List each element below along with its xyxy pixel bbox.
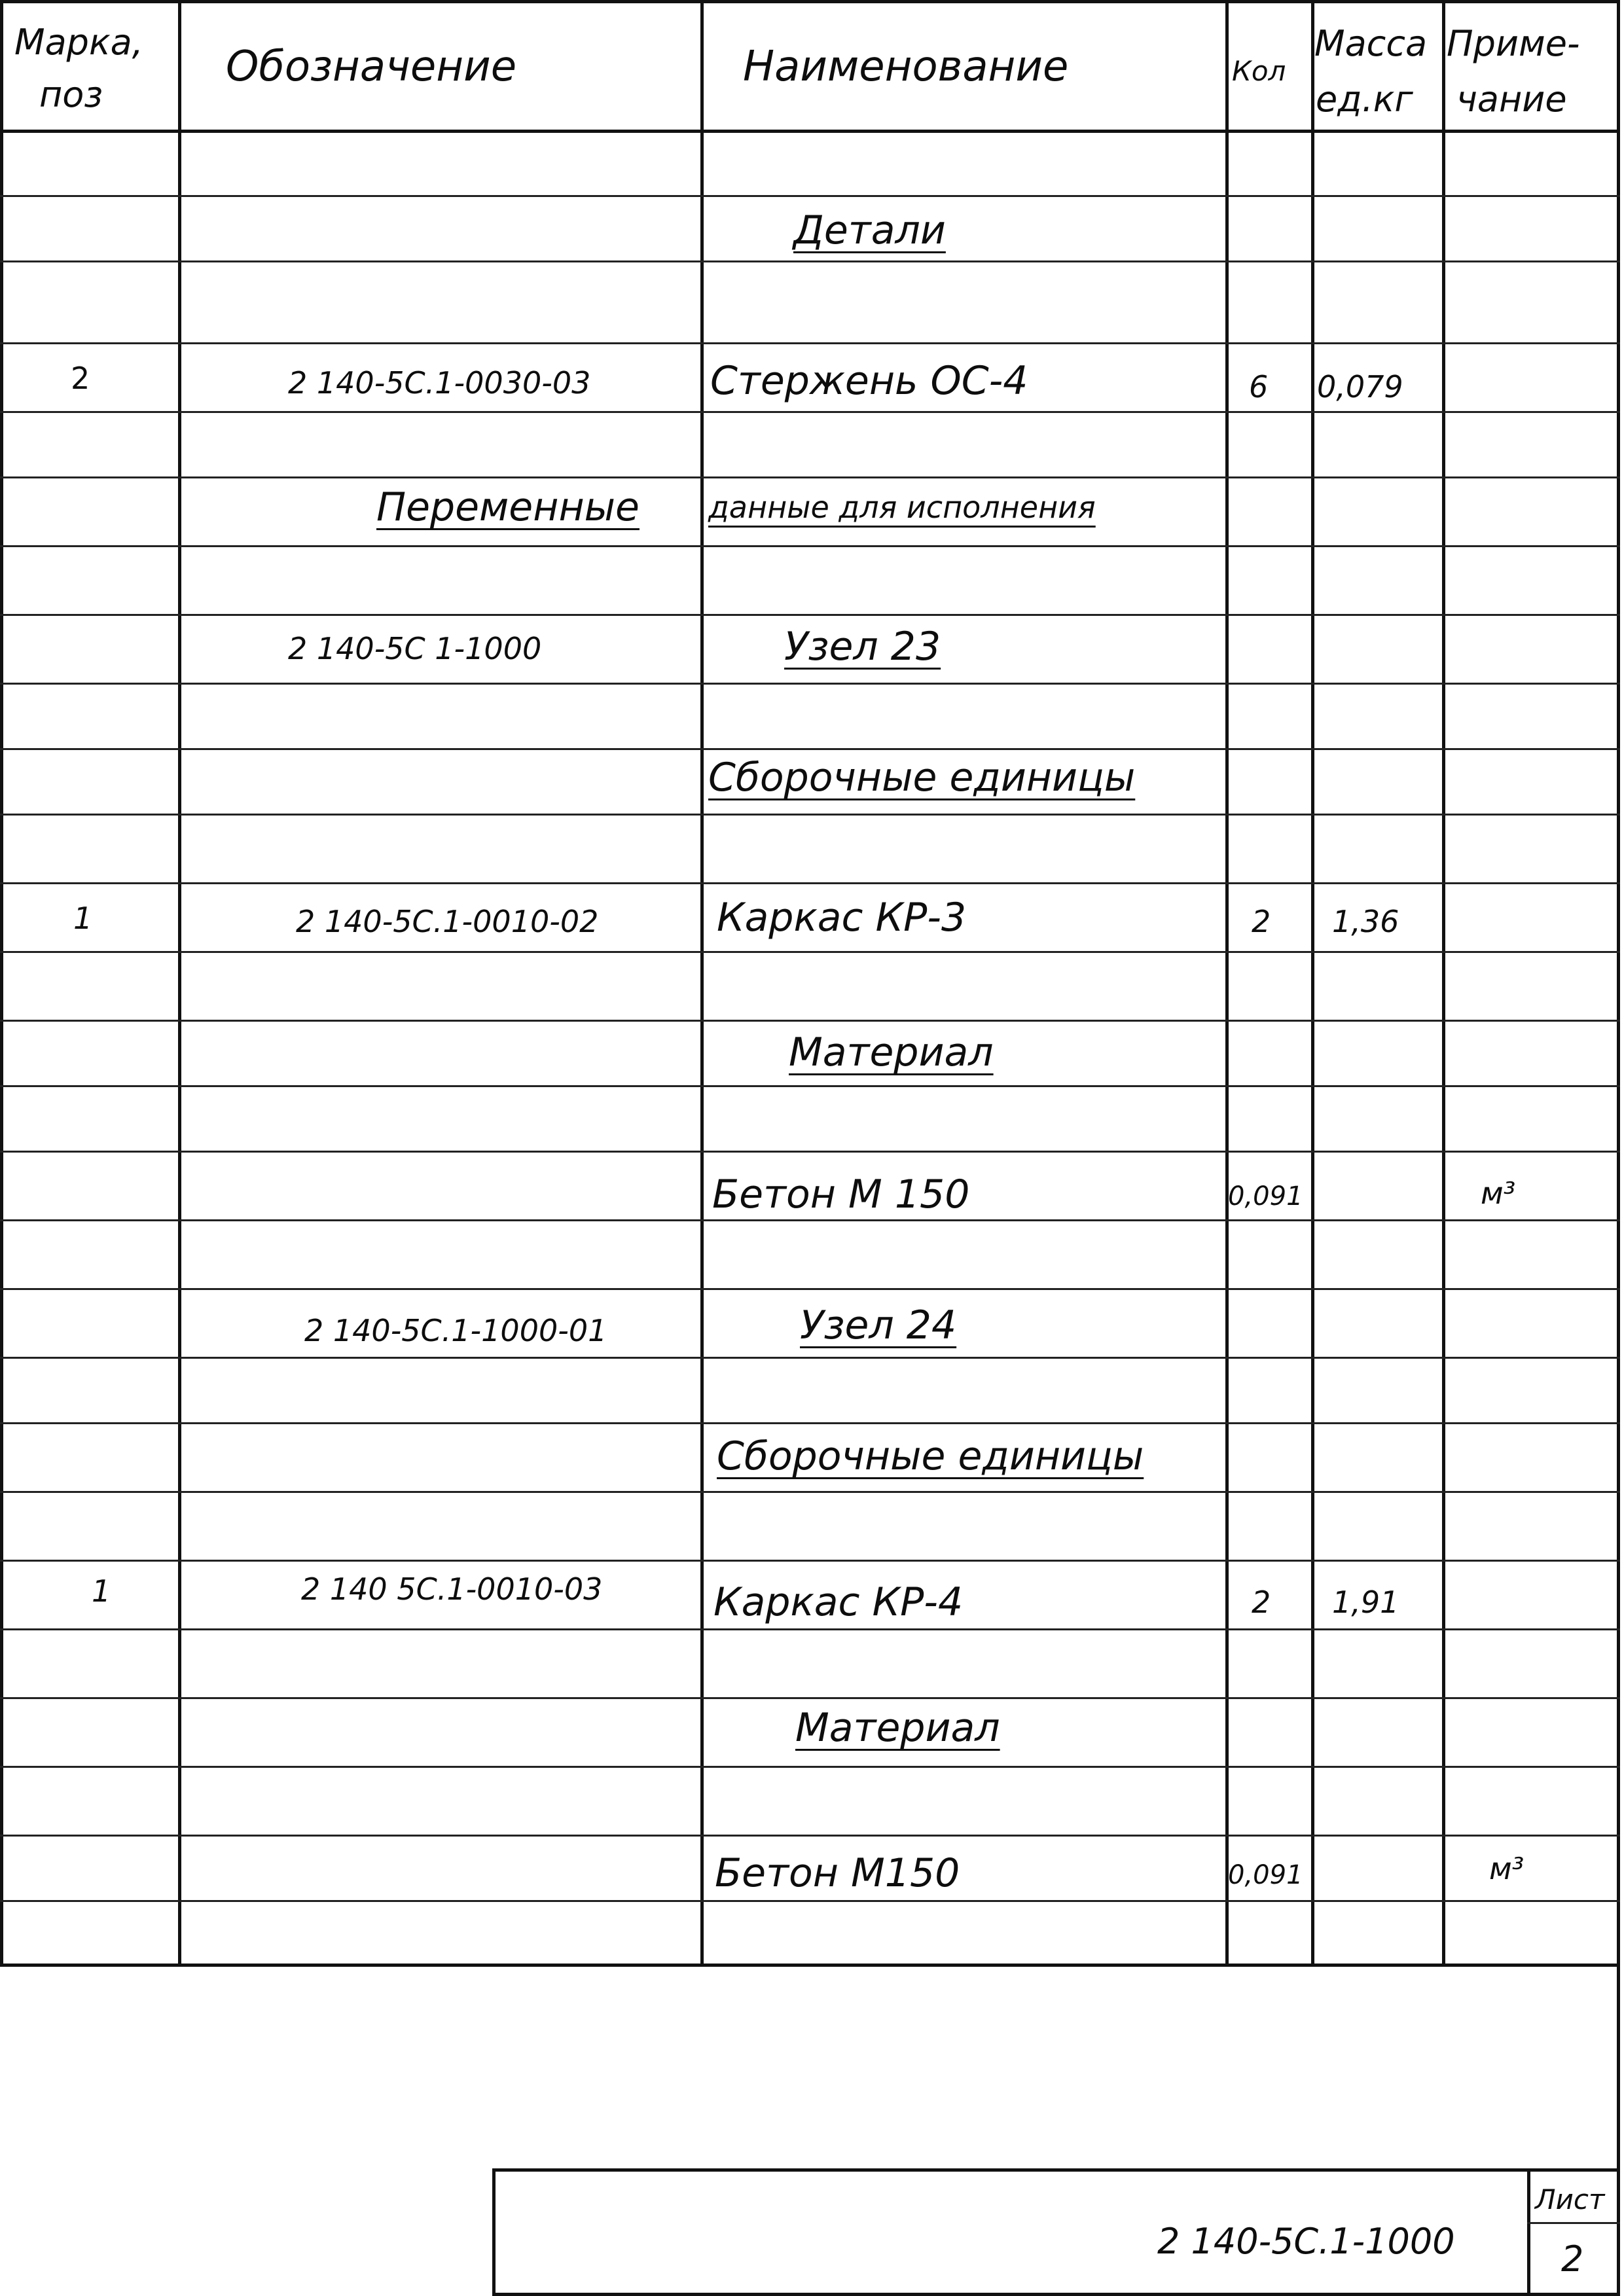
row-line — [0, 1766, 1620, 1768]
row-mark: 1 — [92, 1573, 111, 1609]
row-line — [0, 195, 1620, 197]
row-line — [0, 614, 1620, 616]
row-line — [0, 1697, 1620, 1699]
title-block-sheet-divider — [1527, 2168, 1530, 2296]
row-line — [0, 1085, 1620, 1087]
row-name: Стержень ОС-4 — [710, 358, 1028, 404]
column-line-qty — [1311, 0, 1314, 1967]
header-bottom-line — [0, 130, 1620, 133]
top-border — [0, 0, 1620, 3]
row-line — [0, 1628, 1620, 1630]
row-mass: 1,91 — [1332, 1585, 1399, 1620]
row-line — [0, 1491, 1620, 1493]
column-line-name — [1225, 0, 1229, 1967]
row-line — [0, 1151, 1620, 1153]
column-line-right — [1617, 0, 1620, 2296]
row-designation: 2 140-5С 1-1000 — [288, 631, 542, 666]
row-qty: 0,091 — [1228, 1181, 1303, 1211]
row-qty: 2 — [1252, 904, 1271, 939]
row-name: Бетон М150 — [715, 1850, 960, 1896]
document-code: 2 140-5С.1-1000 — [1157, 2221, 1455, 2262]
row-line — [0, 342, 1620, 344]
header-qty: Кол — [1232, 55, 1286, 87]
row-mass: 0,079 — [1317, 369, 1403, 404]
header-mark-line2: поз — [39, 74, 103, 115]
row-line — [0, 1219, 1620, 1221]
row-mark: 2 — [71, 361, 90, 396]
header-mark-line1: Марка, — [14, 22, 143, 63]
row-designation: 2 140-5С.1-0010-02 — [296, 904, 599, 939]
row-name: Каркас КР-4 — [713, 1579, 964, 1625]
header-note-line2: чание — [1456, 79, 1567, 120]
title-block-sheet-line — [1527, 2222, 1620, 2224]
row-line — [0, 951, 1620, 953]
row-designation: 2 140 5С.1-0010-03 — [301, 1571, 603, 1607]
section-heading-material: Материал — [795, 1705, 1000, 1751]
variable-data-heading-left: Переменные — [376, 484, 640, 530]
row-qty: 6 — [1249, 369, 1269, 404]
header-designation: Обозначение — [226, 43, 517, 91]
sheet-label: Лист — [1535, 2183, 1605, 2215]
row-line — [0, 260, 1620, 262]
row-note: м³ — [1481, 1175, 1516, 1211]
sheet-number: 2 — [1561, 2238, 1584, 2280]
row-name: Бетон М 150 — [712, 1172, 970, 1217]
row-qty: 0,091 — [1228, 1860, 1303, 1890]
row-line — [0, 411, 1620, 413]
row-line — [0, 814, 1620, 816]
row-designation: 2 140-5С.1-0030-03 — [288, 365, 591, 401]
row-note: м³ — [1489, 1851, 1525, 1886]
header-mass-line1: Масса — [1314, 23, 1428, 64]
row-designation: 2 140-5С.1-1000-01 — [304, 1313, 607, 1348]
row-line — [0, 1835, 1620, 1837]
row-mark: 1 — [73, 901, 93, 936]
header-name: Наименование — [743, 43, 1069, 91]
header-mass-line2: ед.кг — [1316, 79, 1413, 120]
column-line-left — [0, 0, 3, 1964]
table-bottom-line — [0, 1964, 1620, 1967]
row-qty: 2 — [1252, 1585, 1271, 1620]
section-heading-assembly-units: Сборочные единицы — [717, 1433, 1144, 1479]
column-line-designation — [700, 0, 704, 1967]
row-line — [0, 1560, 1620, 1562]
row-line — [0, 545, 1620, 547]
row-line — [0, 683, 1620, 685]
row-line — [0, 882, 1620, 884]
row-line — [0, 1900, 1620, 1902]
section-heading-details: Детали — [793, 207, 946, 253]
assembly-heading-24: Узел 24 — [800, 1302, 957, 1348]
assembly-heading-23: Узел 23 — [784, 624, 941, 670]
header-note-line1: Приме- — [1447, 23, 1580, 64]
row-line — [0, 1357, 1620, 1359]
row-line — [0, 476, 1620, 478]
row-name: Каркас КР-3 — [717, 895, 967, 941]
row-line — [0, 1020, 1620, 1022]
row-line — [0, 1422, 1620, 1424]
row-line — [0, 1288, 1620, 1290]
column-line-mark — [178, 0, 181, 1967]
variable-data-heading-right: данные для исполнения — [708, 490, 1096, 525]
section-heading-assembly-units: Сборочные единицы — [708, 755, 1136, 800]
section-heading-material: Материал — [789, 1030, 994, 1075]
row-line — [0, 748, 1620, 750]
column-line-mass — [1442, 0, 1445, 1967]
row-mass: 1,36 — [1332, 904, 1399, 939]
